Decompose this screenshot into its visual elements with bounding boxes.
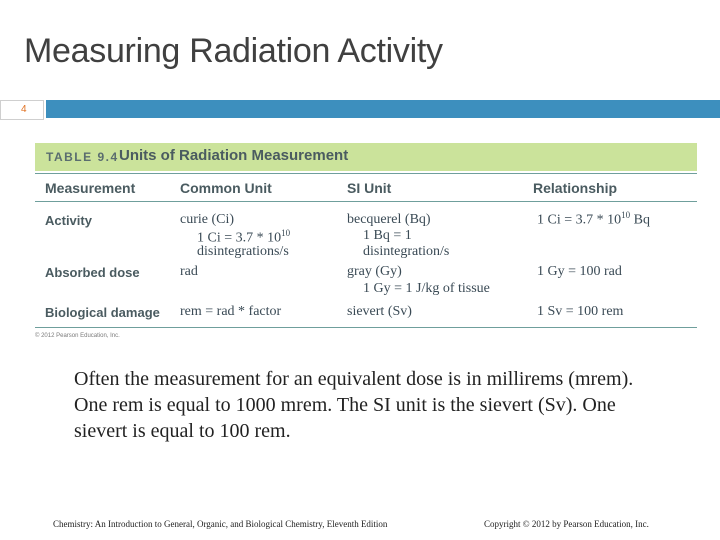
cell-biological-common: rem = rad * factor: [180, 304, 282, 319]
row-label-absorbed-dose: Absorbed dose: [45, 265, 140, 280]
table-label: TABLE 9.4: [46, 150, 119, 164]
exponent: 10: [621, 210, 631, 220]
cell-activity-si-3: disintegration/s: [363, 244, 450, 259]
cell-activity-common-3: disintegrations/s: [197, 244, 289, 259]
footer-copyright: Copyright © 2012 by Pearson Education, Inc.: [484, 519, 649, 529]
table-rule-header: [35, 201, 697, 202]
column-header-measurement: Measurement: [45, 180, 136, 196]
cell-activity-si-2: 1 Bq = 1: [363, 228, 412, 243]
slide-title: Measuring Radiation Activity: [24, 32, 443, 70]
table-rule-bottom: [35, 327, 697, 328]
table-copyright: © 2012 Pearson Education, Inc.: [35, 333, 120, 339]
row-label-activity: Activity: [45, 213, 92, 228]
cell-biological-relationship: 1 Sv = 100 rem: [537, 304, 624, 319]
cell-activity-common-2: 1 $Ci = 3.7 * 10^{10}$: [197, 228, 291, 246]
table-caption: [35, 143, 697, 171]
exponent: 10: [281, 228, 291, 238]
cell-activity-common-1: curie (Ci): [180, 212, 235, 227]
cell-activity-si-1: becquerel (Bq): [347, 212, 431, 227]
header-bar: [46, 100, 720, 118]
table-rule-top: [35, 173, 697, 174]
column-header-relationship: Relationship: [533, 180, 618, 196]
column-header-common-unit: Common Unit: [180, 180, 272, 196]
cell-absorbed-common: rad: [180, 264, 198, 279]
slide-number: 4: [21, 104, 27, 115]
table-title: Units of Radiation Measurement: [119, 147, 349, 164]
cell-absorbed-si-2: 1 Gy = 1 J/kg of tissue: [363, 281, 490, 296]
column-header-si-unit: SI Unit: [347, 180, 392, 196]
cell-absorbed-relationship: 1 Gy = 100 rad: [537, 264, 622, 279]
radiation-units-table: [35, 143, 697, 329]
cell-activity-relationship: 1 $Ci = 3.7 * 10^{10}$ Bq: [537, 210, 650, 228]
cell-absorbed-si-1: gray (Gy): [347, 264, 402, 279]
body-paragraph: Often the measurement for an equivalent dose is in millirems (mrem). One rem is equal to 1000 mrem. The SI unit is the sievert (Sv). One sievert is equal to 100 rem.: [74, 368, 634, 442]
slide-number-box: [0, 100, 44, 120]
footer-book-title: Chemistry: An Introduction to General, Organic, and Biological Chemistry, Eleventh Edition: [53, 519, 388, 529]
cell-biological-si: sievert (Sv): [347, 304, 412, 319]
row-label-biological-damage: Biological damage: [45, 305, 160, 320]
